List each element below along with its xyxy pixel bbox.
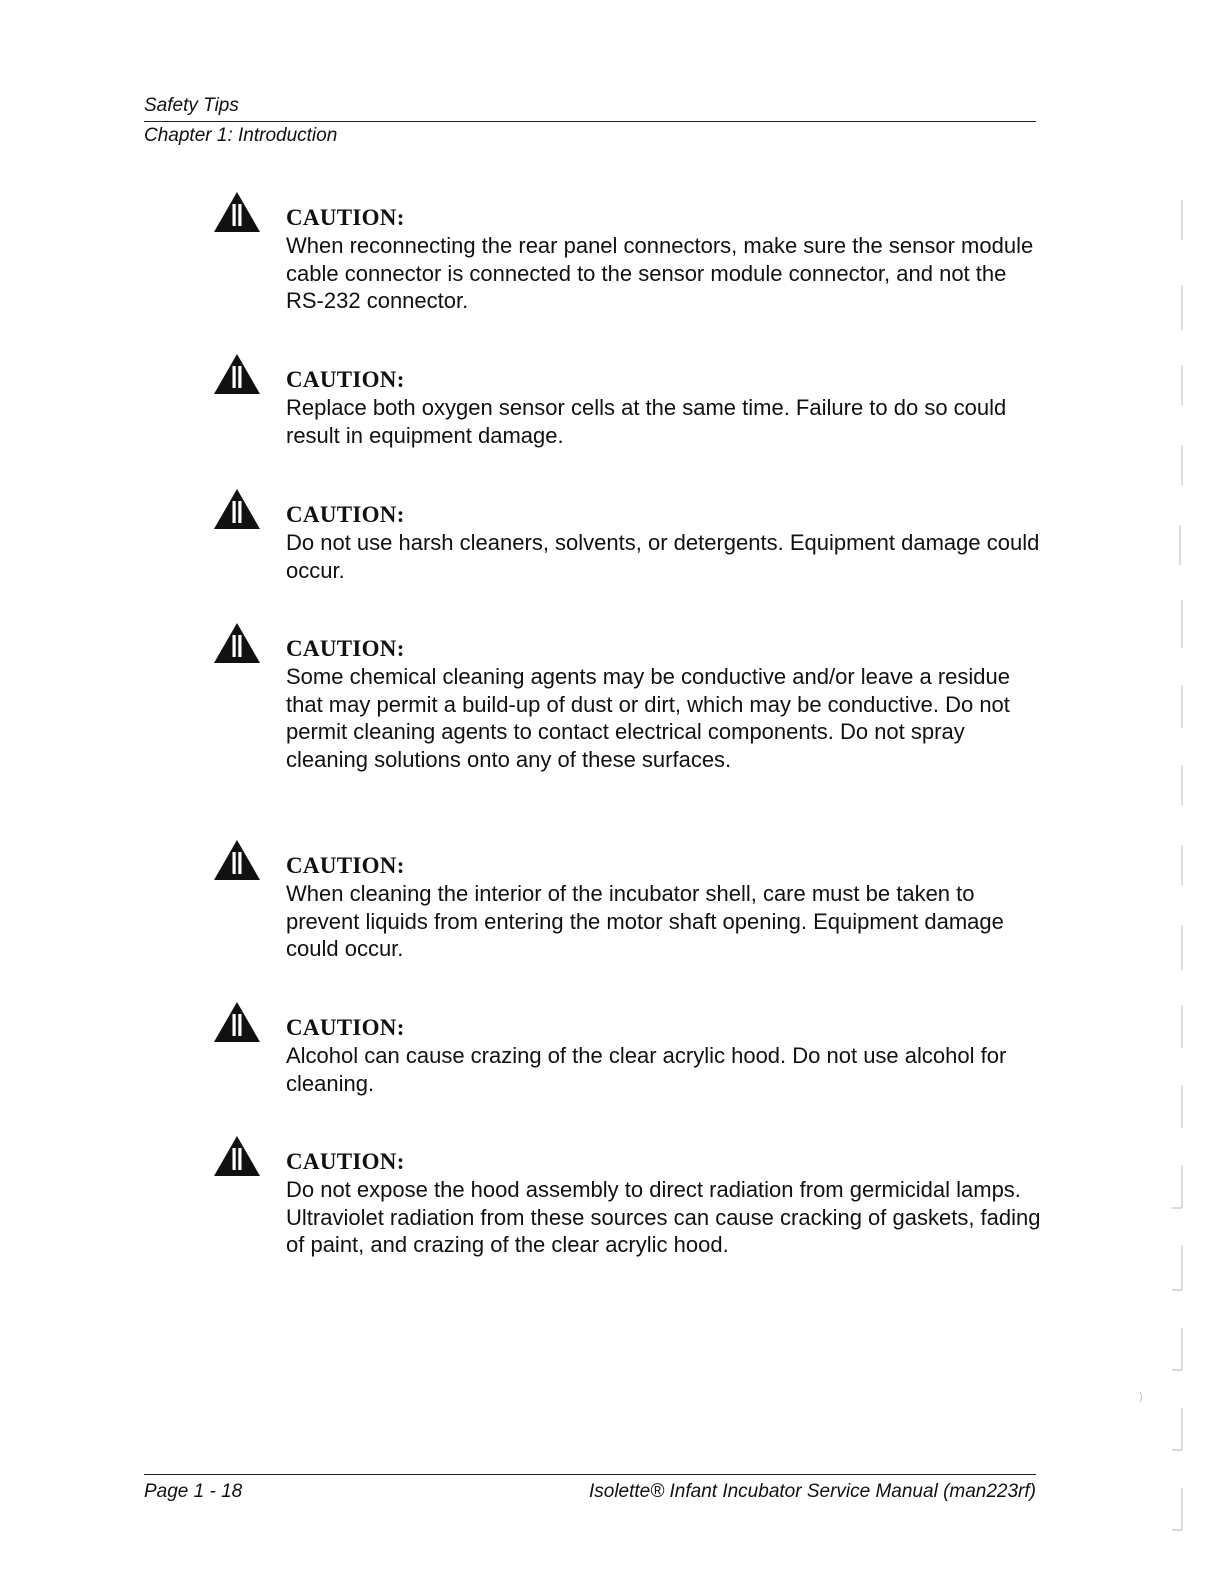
warning-triangle-icon bbox=[212, 352, 262, 396]
binder-edge-marks bbox=[1140, 0, 1220, 1580]
caution-text: Replace both oxygen sensor cells at the same time. Failure to do so could result in equipment damage. bbox=[286, 395, 1007, 448]
caution-heading: CAUTION: bbox=[286, 1149, 405, 1174]
caution-text: Do not use harsh cleaners, solvents, or detergents. Equipment damage could occur. bbox=[286, 530, 1040, 583]
caution-text: Some chemical cleaning agents may be conductive and/or leave a residue that may permit a build-up of dust or dirt, which may be conductive. Do not permit cleaning agents to contact electrical components. Do not spray cleaning solutions onto any of these surfaces. bbox=[286, 664, 1010, 773]
caution-text: Alcohol can cause crazing of the clear acrylic hood. Do not use alcohol for cleaning. bbox=[286, 1043, 1007, 1096]
caution-heading: CAUTION: bbox=[286, 205, 405, 230]
warning-triangle-icon bbox=[212, 1000, 262, 1044]
warning-triangle-icon bbox=[212, 190, 262, 234]
caution-text: When cleaning the interior of the incubator shell, care must be taken to prevent liquids from entering the motor shaft opening. Equipment damage could occur. bbox=[286, 881, 1004, 962]
warning-triangle-icon bbox=[212, 838, 262, 882]
caution-heading: CAUTION: bbox=[286, 636, 405, 661]
caution-heading: CAUTION: bbox=[286, 1015, 405, 1040]
manual-title: Isolette® Infant Incubator Service Manual (man223rf) bbox=[588, 1481, 1036, 1502]
warning-triangle-icon bbox=[212, 487, 262, 531]
caution-heading: CAUTION: bbox=[286, 367, 405, 392]
warning-triangle-icon bbox=[212, 621, 262, 665]
caution-heading: CAUTION: bbox=[286, 502, 405, 527]
caution-text: Do not expose the hood assembly to direct radiation from germicidal lamps. Ultraviolet radiation from these sources can cause cracking of gaskets, fading of paint, and crazing of the clear acrylic hood. bbox=[286, 1177, 1041, 1258]
page-footer bbox=[144, 1474, 1036, 1504]
page-number: Page 1 - 18 bbox=[144, 1481, 243, 1502]
warning-triangle-icon bbox=[212, 1134, 262, 1178]
chapter-title: Chapter 1: Introduction bbox=[144, 125, 338, 146]
section-title: Safety Tips bbox=[144, 94, 1036, 122]
page-header bbox=[144, 94, 1036, 148]
caution-text: When reconnecting the rear panel connectors, make sure the sensor module cable connector is connected to the sensor module connector, and not the RS-232 connector. bbox=[286, 233, 1034, 314]
caution-heading: CAUTION: bbox=[286, 853, 405, 878]
